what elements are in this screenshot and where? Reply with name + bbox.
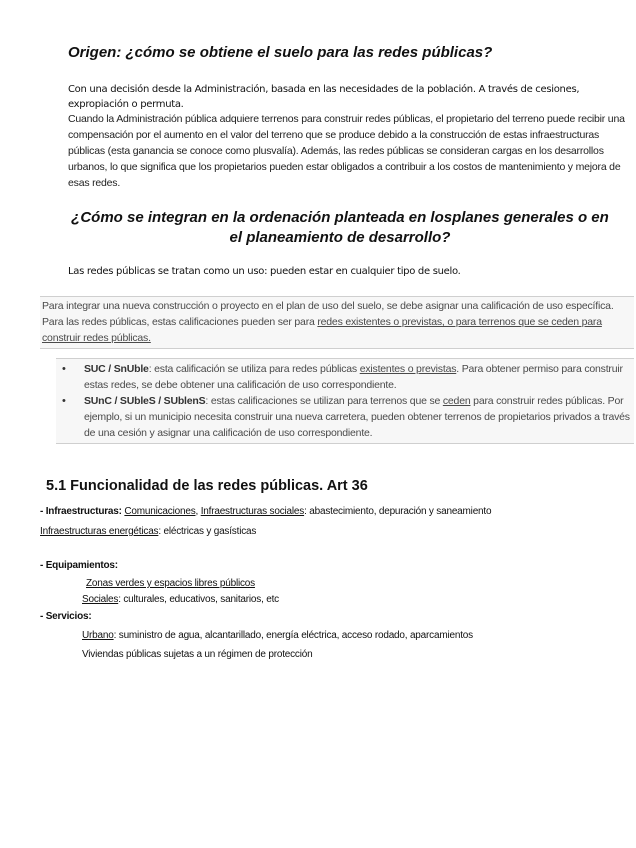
calificacion-list <box>56 358 634 444</box>
equipamientos-label <box>40 558 118 574</box>
servicios-item-urbano <box>82 628 630 644</box>
bullet-term: SUC / SnUble <box>84 363 149 375</box>
intro-uso: Las redes públicas se tratan como un uso: pueden estar en cualquier tipo de suelo. <box>68 266 461 277</box>
servicios-label-text: - Servicios: <box>40 611 92 622</box>
equipamientos-item-zonas <box>86 576 255 592</box>
separator: , <box>195 506 201 517</box>
paragraph-calificacion-text: Para integrar una nueva construcción o proyecto en el plan de uso del suelo, se debe asignar una calificación de uso específica. Para las redes públicas, estas calificaciones pueden ser para <box>42 300 614 328</box>
paragraph-plusvalia: Cuando la Administración pública adquiere terrenos para construir redes públicas, el propietario del terreno puede recibir una compensación por el aumento en el valor del terreno que se produce debido a la construcción de estas infraestructuras públicas (esta ganancia se conoce como plusvalía). Además, las redes públicas se consideran cargas en los desarrollos urbanos, lo que significa que los propietarios pueden estar obligados a contribuir a los costos de mantenimiento y mejora de esas redes. <box>68 113 625 189</box>
servicios-item-viviendas: Viviendas públicas sujetas a un régimen de protección <box>82 649 313 660</box>
infraestructuras-energeticas-line <box>40 524 630 540</box>
sociales-link[interactable]: Sociales <box>82 594 119 605</box>
zonas-verdes-link[interactable]: Zonas verdes y espacios libres públicos <box>86 578 255 589</box>
energeticas-rest: : eléctricas y gasísticas <box>158 526 257 537</box>
urbano-rest: : suministro de agua, alcantarillado, energía eléctrica, acceso rodado, aparcamientos <box>113 630 473 641</box>
infraestructuras-rest: : abastecimiento, depuración y saneamiento <box>304 506 492 517</box>
bullet-term: SUnC / SUbleS / SUblenS <box>84 395 206 407</box>
infraestructuras-label: - Infraestructuras: <box>40 506 122 517</box>
section-title: 5.1 Funcionalidad de las redes públicas. Art 36 <box>46 478 368 494</box>
heading-origen: Origen: ¿cómo se obtiene el suelo para las redes públicas? <box>68 44 493 61</box>
sociales-rest: : culturales, educativos, sanitarios, etc <box>118 594 279 605</box>
bullet-suc <box>56 361 634 393</box>
bullet-text: . Para obtener permiso para construir estas redes, se debe obtener una calificación de uso correspondiente. <box>84 363 623 391</box>
bullet-sunc <box>56 393 634 441</box>
bullet-link[interactable]: existentes o previstas <box>359 363 457 375</box>
bullet-text: para construir redes públicas. Por ejemplo, si un municipio necesita construir una nueva carretera, pueden obtener terrenos de propietarios privados a través de una cesión y asignar una calificación de uso correspondiente. <box>84 395 630 439</box>
urbano-link[interactable]: Urbano <box>82 630 114 641</box>
equipamientos-label-text: - Equipamientos: <box>40 560 118 571</box>
bullet-link[interactable]: ceden <box>442 395 471 407</box>
bullet-text: : estas calificaciones se utilizan para terrenos que se <box>205 395 443 407</box>
servicios-label <box>40 609 92 625</box>
calificacion-link[interactable]: redes existentes o previstas, o para terrenos que se ceden para construir redes públicas. <box>42 316 602 344</box>
equipamientos-item-sociales <box>82 592 279 608</box>
infraestructuras-line <box>40 504 630 520</box>
heading-integracion: ¿Cómo se integran en la ordenación planteada en losplanes generales o en el planeamiento de desarrollo? <box>71 209 609 246</box>
infraestructuras-energeticas-link[interactable]: Infraestructuras energéticas <box>40 526 159 537</box>
paragraph-calificacion <box>40 296 634 349</box>
infraestructuras-sociales-link[interactable]: Infraestructuras sociales <box>200 506 305 517</box>
intro-origen: Con una decisión desde la Administración, basada en las necesidades de la población. A través de cesiones, expropiación o permuta. <box>68 84 580 110</box>
comunicaciones-link[interactable]: Comunicaciones <box>124 506 196 517</box>
bullet-text: : esta calificación se utiliza para redes públicas <box>148 363 360 375</box>
